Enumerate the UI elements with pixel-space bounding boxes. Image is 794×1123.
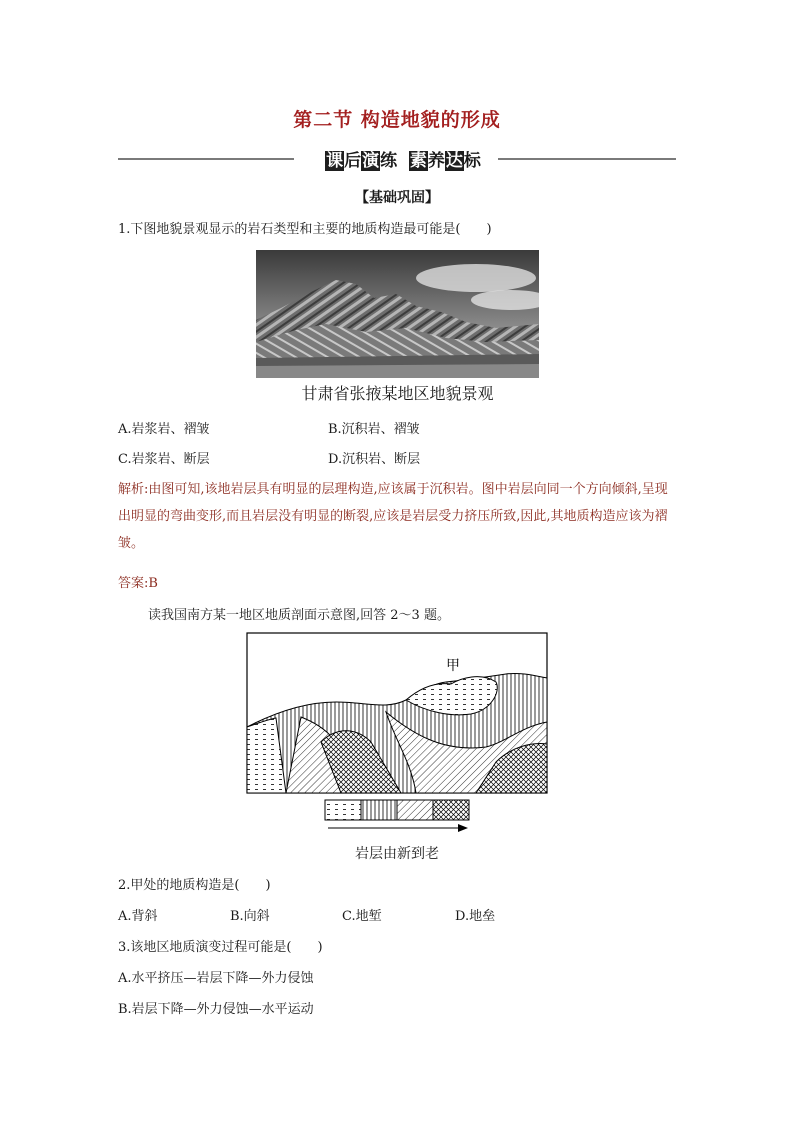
q2-option-b: B.向斜	[230, 909, 270, 924]
q3-option-a: A.水平挤压—岩层下降—外力侵蚀	[118, 971, 314, 986]
banner-char-1: 课	[326, 151, 344, 171]
page-title: 第二节 构造地貌的形成	[293, 109, 501, 131]
label-jia: 甲	[446, 658, 460, 674]
banner-char-6: 养	[427, 151, 445, 171]
banner-label	[308, 146, 498, 171]
banner-char-5: 素	[409, 151, 427, 171]
q2-option-d: D.地垒	[455, 909, 496, 924]
banner-char-3: 演	[362, 151, 380, 171]
geologic-cross-section	[246, 632, 548, 840]
banner-rule-right	[498, 158, 676, 160]
banner-char-4: 练	[380, 151, 398, 171]
q2-option-c: C.地堑	[342, 909, 382, 924]
banner-char-2: 后	[344, 151, 362, 171]
banner-rule-left	[118, 158, 294, 160]
intro-text: 读我国南方某一地区地质剖面示意图,回答 2～3 题。	[148, 608, 450, 623]
banner-char-7: 达	[445, 151, 463, 171]
landscape-photo	[256, 250, 539, 378]
q1-option-b: B.沉积岩、褶皱	[328, 422, 420, 437]
q1-option-c: C.岩浆岩、断层	[118, 452, 210, 467]
question-1-stem: 1.下图地貌景观显示的岩石类型和主要的地质构造最可能是( )	[118, 222, 492, 237]
section-heading: 【基础巩固】	[355, 190, 439, 206]
q1-option-a: A.岩浆岩、褶皱	[118, 422, 210, 437]
q1-option-d: D.沉积岩、断层	[328, 452, 421, 467]
photo-caption: 甘肃省张掖某地区地貌景观	[301, 384, 494, 403]
legend-caption: 岩层由新到老	[355, 846, 439, 862]
q2-option-a: A.背斜	[118, 909, 158, 924]
question-2-stem: 2.甲处的地质构造是( )	[118, 878, 271, 893]
section-banner	[118, 146, 676, 172]
banner-char-8: 标	[463, 151, 481, 171]
q1-analysis: 解析:由图可知,该地岩层具有明显的层理构造,应该属于沉积岩。图中岩层向同一个方向倾斜,呈现出明显的弯曲变形,而且岩层没有明显的断裂,应该是岩层受力挤压所致,因此,其地质构造应该为褶皱。	[118, 482, 668, 551]
q1-answer: 答案:B	[118, 576, 158, 591]
q3-option-b: B.岩层下降—外力侵蚀—水平运动	[118, 1002, 314, 1017]
question-3-stem: 3.该地区地质演变过程可能是( )	[118, 940, 323, 955]
